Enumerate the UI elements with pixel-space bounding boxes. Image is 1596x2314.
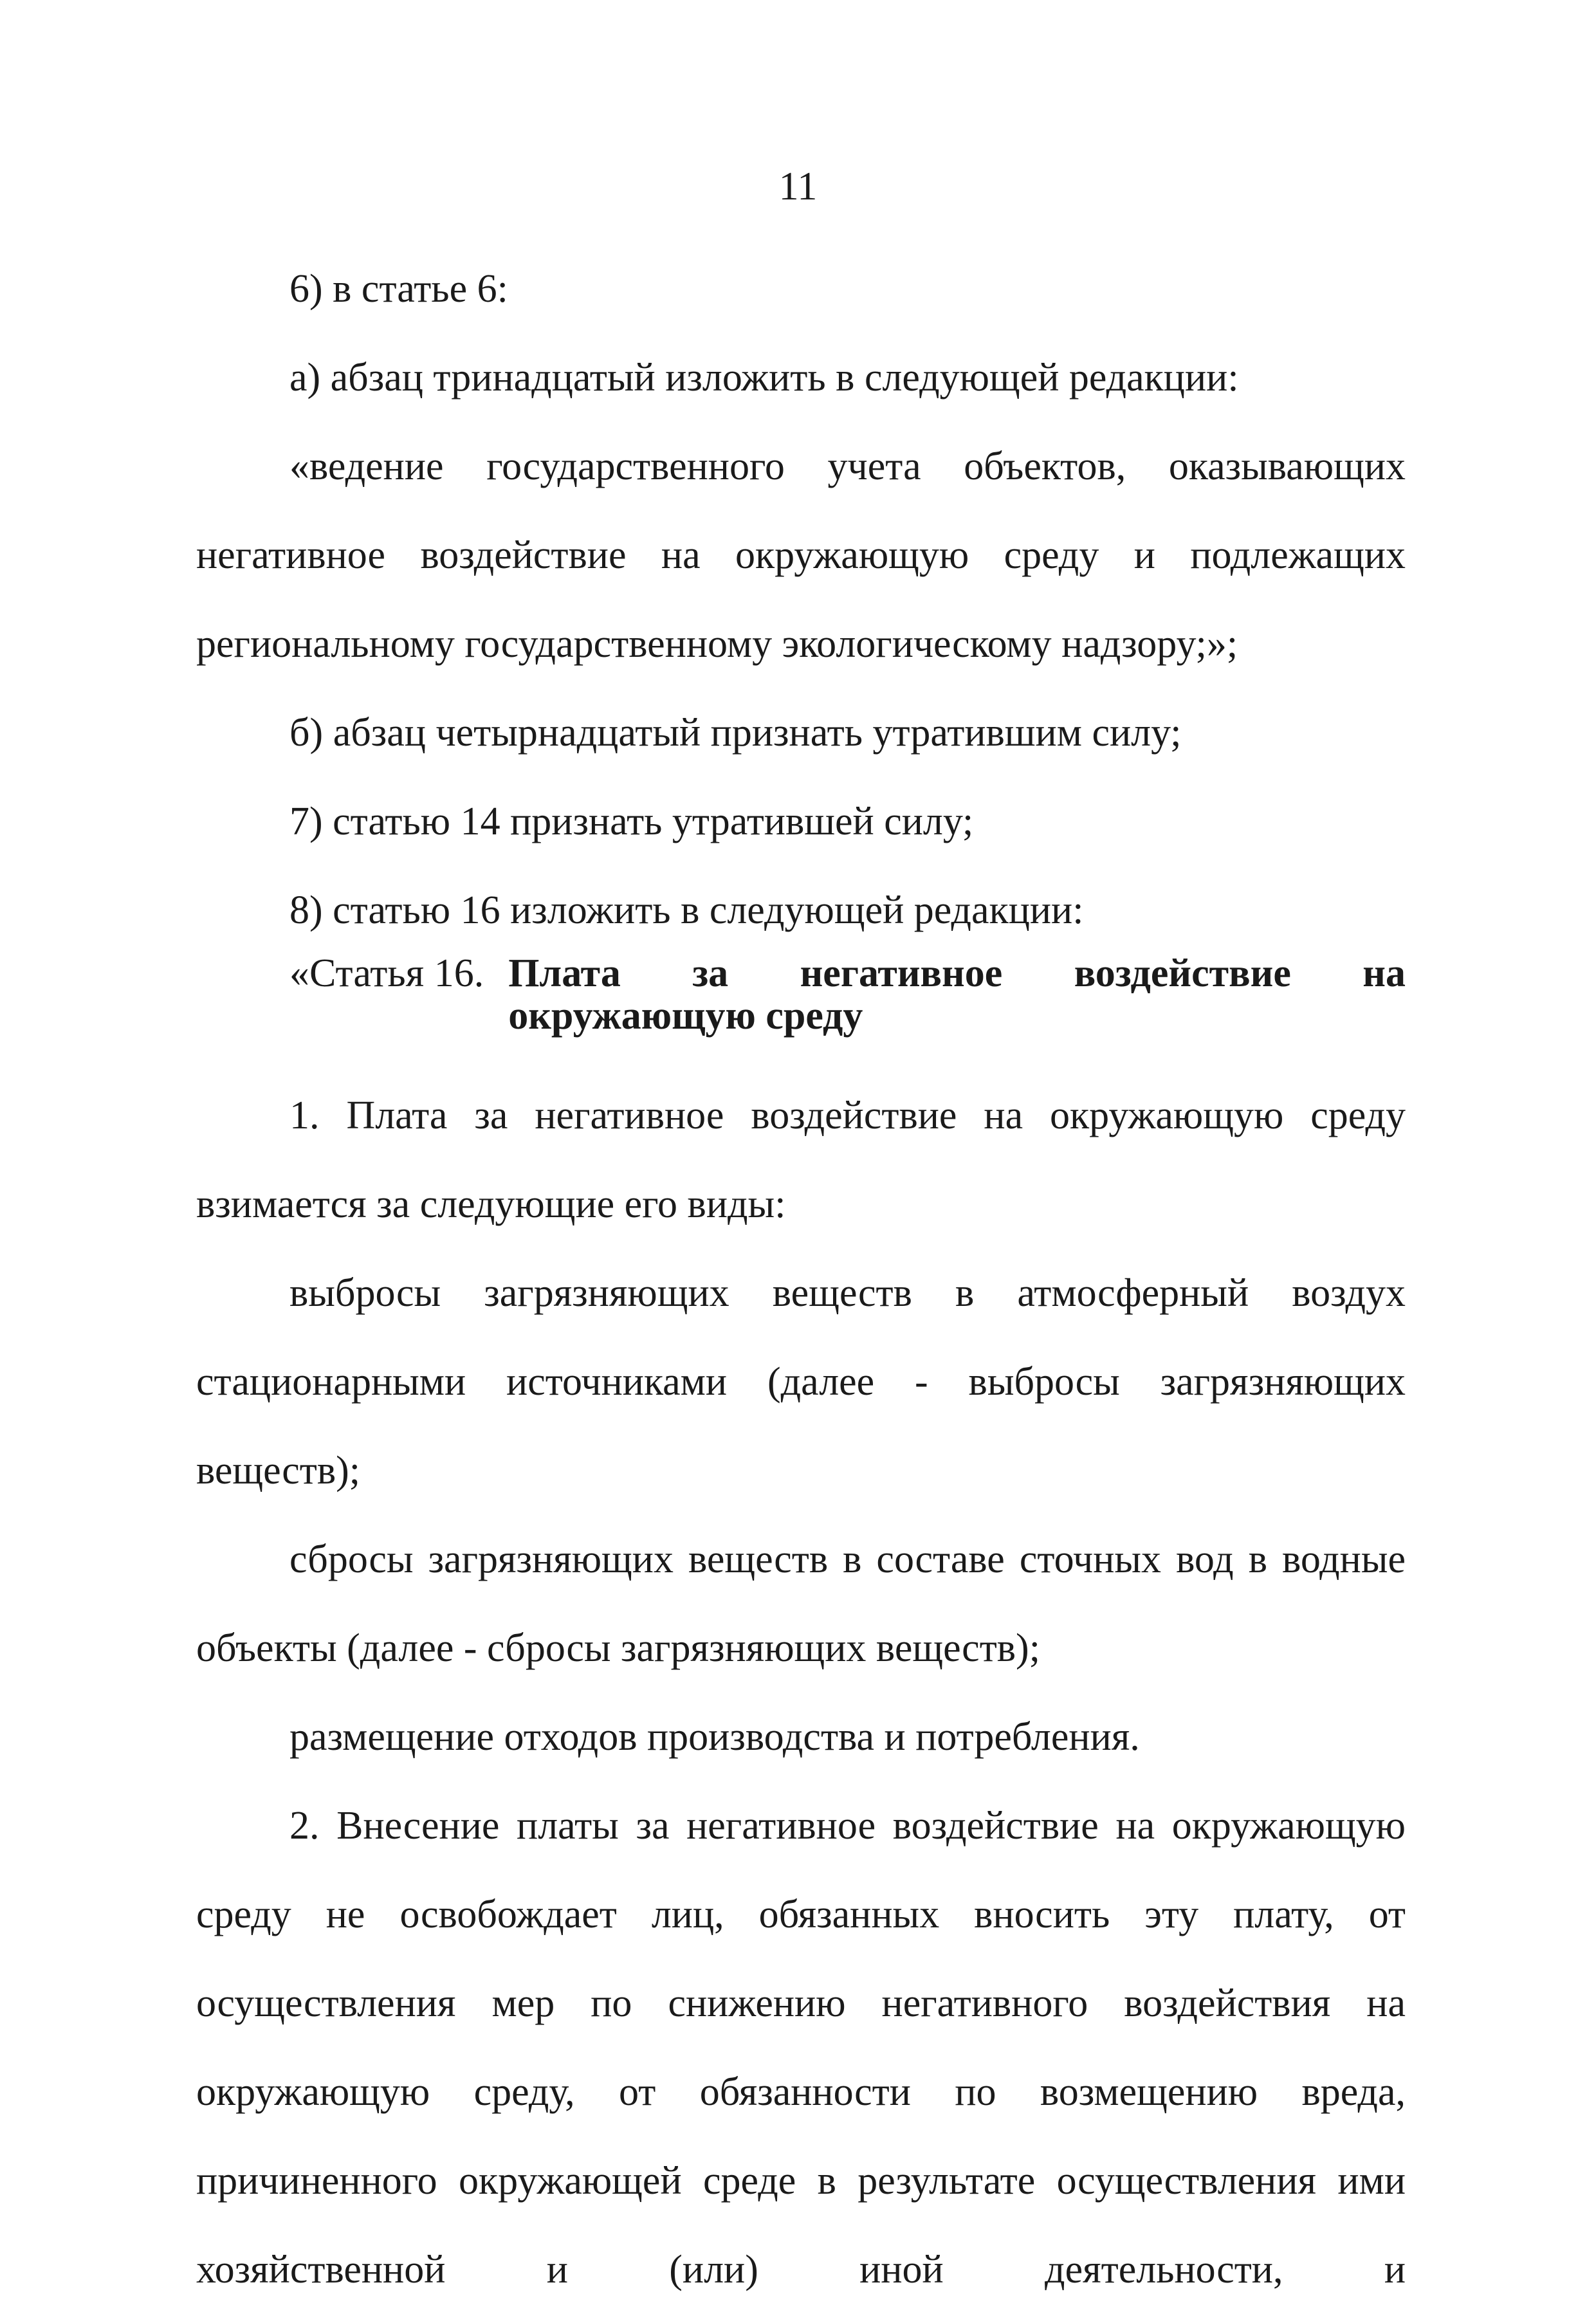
paragraph-item-6: 6) в статье 6: [289, 267, 508, 311]
paragraph-item-8: 8) статью 16 изложить в следующей редакции: [289, 888, 1084, 932]
paragraph-item-7: 7) статью 14 признать утратившей силу; [289, 800, 974, 843]
page-number: 11 [778, 165, 818, 208]
paragraph-subitem-b: б) абзац четырнадцатый признать утратившим силу; [289, 711, 1182, 755]
article-heading [289, 952, 1406, 1037]
article-title: Плата за негативное воздействие на окружающую среду [508, 951, 1406, 1038]
text-block-after [196, 1071, 1406, 2314]
paragraph-article-part-1: 1. Плата за негативное воздействие на окружающую среду взимается за следующие его виды: [196, 1094, 1406, 1226]
paragraph-waste-disposal: размещение отходов производства и потребления. [289, 1715, 1140, 1759]
paragraph-subitem-a: а) абзац тринадцатый изложить в следующей редакции: [289, 356, 1239, 399]
paragraph-quoted-text: «ведение государственного учета объектов, оказывающих негативное воздействие на окружающую среду и подлежащих региональному государственному экологическому надзору;»; [196, 445, 1406, 666]
article-label: «Статья 16. [289, 951, 484, 995]
paragraph-discharges: сбросы загрязняющих веществ в составе сточных вод в водные объекты (далее - сбросы загрязняющих веществ); [196, 1538, 1406, 1670]
paragraph-article-part-2: 2. Внесение платы за негативное воздействие на окружающую среду не освобождает лиц, обязанных вносить эту плату, от осуществления мер по снижению негативного воздействия на окружающую среду, от обязанности по возмещению вреда, причиненного окружающей среде в результате осуществления ими хозяйственной и (или) иной деятельности, и [196, 1804, 1406, 2291]
text-block-before [196, 244, 1406, 955]
paragraph-emissions: выбросы загрязняющих веществ в атмосферный воздух стационарными источниками (далее - выбросы загрязняющих веществ); [196, 1271, 1406, 1492]
